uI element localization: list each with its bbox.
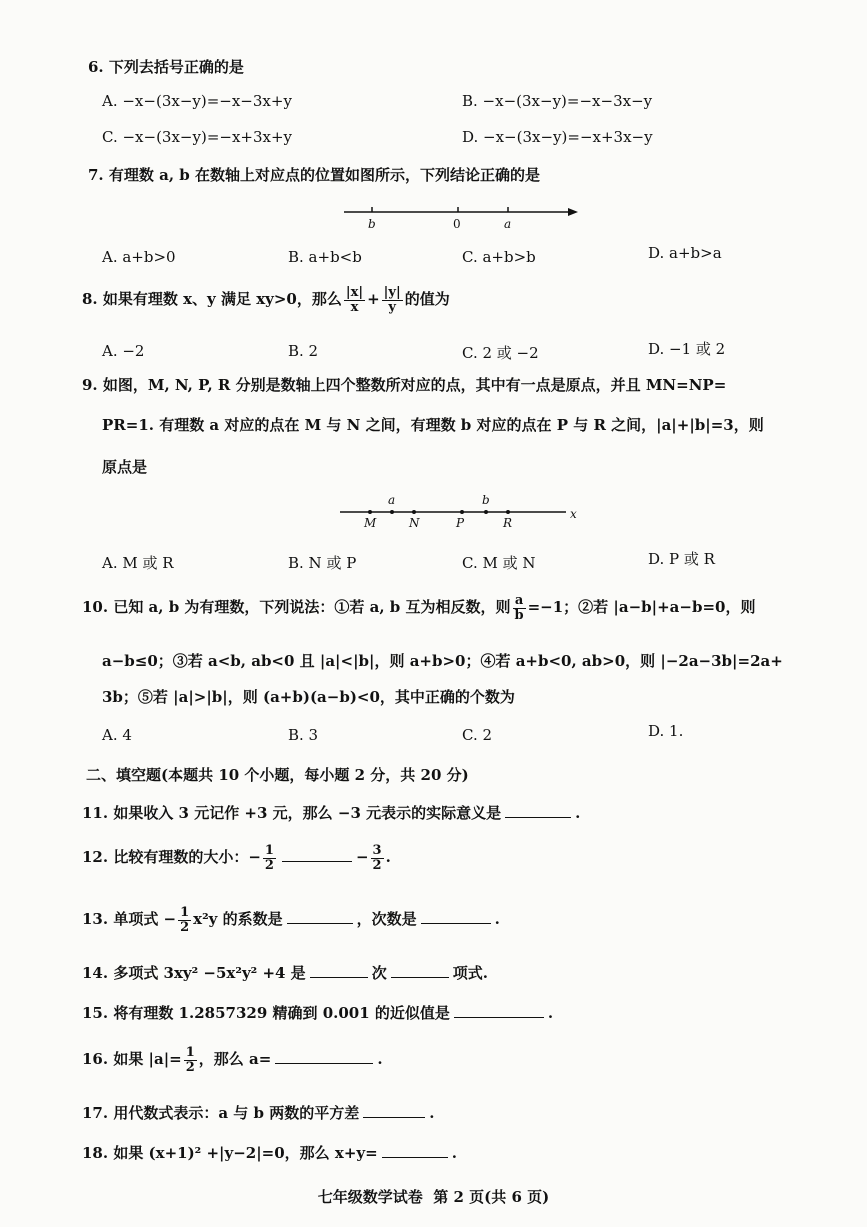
q8-option-b: B. 2 <box>288 342 319 360</box>
q9-line-2: PR=1. 有理数 a 对应的点在 M 与 N 之间，有理数 b 对应的点在 P 与 R 之间，|a|+|b|=3，则 <box>102 416 764 434</box>
q8-fraction-x-num: |x| <box>345 285 364 300</box>
q17-text: 17. 用代数式表示：a 与 b 两数的平方差 <box>82 1104 360 1122</box>
q16 <box>82 1046 383 1074</box>
q12-minus: − <box>355 848 369 867</box>
q6-option-a: A. −x−(3x−y)=−x−3x+y <box>102 92 292 110</box>
q8-option-d: D. −1 或 2 <box>648 340 726 358</box>
q8-option-a: A. −2 <box>102 342 145 360</box>
q12-answer-blank[interactable] <box>282 860 352 862</box>
q18 <box>82 1142 457 1163</box>
q13-text: 13. 单项式 − <box>82 910 177 929</box>
q9-label-r: R <box>503 516 513 530</box>
q6-stem: 6. 下列去括号正确的是 <box>88 58 244 76</box>
q15-text: 15. 将有理数 1.2857329 精确到 0.001 的近似值是 <box>82 1004 450 1022</box>
q14-mid: 次 <box>371 964 387 982</box>
q8-plus: + <box>367 290 380 309</box>
q13-monomial: x²y 的系数是 <box>193 910 283 929</box>
q12-fraction-2-num: 3 <box>372 843 382 858</box>
q8-stem-post: 的值为 <box>404 290 450 309</box>
q10-option-c: C. 2 <box>462 726 493 744</box>
q10-option-a: A. 4 <box>102 726 132 744</box>
q15-end: . <box>547 1004 554 1022</box>
page-footer: 七年级数学试卷 第 2 页(共 6 页) <box>317 1188 550 1206</box>
q12 <box>82 844 391 872</box>
q7-option-a: A. a+b>0 <box>102 248 176 266</box>
q7-label-b: b <box>368 217 376 231</box>
q16-text: 16. 如果 |a|= <box>82 1050 182 1069</box>
q12-fraction-1-num: 1 <box>264 843 274 858</box>
q7-number-line <box>336 198 586 236</box>
q8-fraction-y <box>382 286 403 314</box>
q13-fraction-num: 1 <box>180 905 190 920</box>
q7-option-c: C. a+b>b <box>462 248 536 266</box>
q16-end: . <box>377 1050 383 1069</box>
q16-answer-blank[interactable] <box>275 1062 373 1064</box>
q9-line-1: 9. 如图，M, N, P, R 分别是数轴上四个整数所对应的点，其中有一点是原点，并且 MN=NP= <box>82 376 727 394</box>
q10-fraction <box>513 594 526 622</box>
q10-line-1-pre: 10. 已知 a, b 为有理数，下列说法：①若 a, b 互为相反数，则 <box>82 598 511 617</box>
q14-terms-blank[interactable] <box>391 976 449 978</box>
q10-line-3: 3b；⑤若 |a|>|b|，则 (a+b)(a−b)<0，其中正确的个数为 <box>102 688 515 706</box>
q14 <box>82 962 488 983</box>
q10-fraction-num: a <box>513 594 526 609</box>
q13 <box>82 906 500 934</box>
q9-label-b: b <box>482 493 490 507</box>
q10-option-b: B. 3 <box>288 726 319 744</box>
q11-end: . <box>575 804 581 822</box>
q9-option-a: A. M 或 R <box>102 554 174 572</box>
q7-label-zero: 0 <box>453 217 461 231</box>
q9-option-c: C. M 或 N <box>462 554 536 572</box>
q10-option-d: D. 1. <box>648 722 684 740</box>
q13-fraction-den: 2 <box>180 919 190 935</box>
q13-fraction <box>178 906 191 934</box>
q12-fraction-1-den: 2 <box>264 857 274 873</box>
q8-fraction-x <box>344 286 365 314</box>
q9-label-p: P <box>456 516 465 530</box>
q16-mid: ，那么 a= <box>198 1050 272 1069</box>
section-2-heading: 二、填空题(本题共 10 个小题，每小题 2 分，共 20 分) <box>86 766 469 784</box>
q16-fraction-num: 1 <box>185 1045 195 1060</box>
q13-degree-blank[interactable] <box>421 922 491 924</box>
q14-degree-blank[interactable] <box>310 976 368 978</box>
q15-answer-blank[interactable] <box>454 1016 544 1018</box>
q12-fraction-2-den: 2 <box>372 857 382 873</box>
q13-mid: ，次数是 <box>356 910 417 929</box>
q8-stem <box>82 286 450 314</box>
q11-text: 11. 如果收入 3 元记作 +3 元，那么 −3 元表示的实际意义是 <box>82 804 502 822</box>
q8-stem-pre: 8. 如果有理数 x、y 满足 xy>0，那么 <box>82 290 342 309</box>
q18-end: . <box>451 1144 457 1162</box>
q7-stem: 7. 有理数 a, b 在数轴上对应点的位置如图所示，下列结论正确的是 <box>88 166 540 184</box>
q8-fraction-y-den: y <box>388 299 396 315</box>
q18-text: 18. 如果 (x+1)² +|y−2|=0，那么 x+y= <box>82 1144 378 1162</box>
q15 <box>82 1002 553 1023</box>
q14-text: 14. 多项式 3xy² −5x²y² +4 是 <box>82 964 306 982</box>
q9-label-n: N <box>409 516 420 530</box>
q6-option-b: B. −x−(3x−y)=−x−3x−y <box>462 92 653 110</box>
q9-option-d: D. P 或 R <box>648 550 715 568</box>
q14-end: 项式. <box>452 964 488 982</box>
q16-fraction-den: 2 <box>185 1059 195 1075</box>
q6-option-c: C. −x−(3x−y)=−x+3x+y <box>102 128 293 146</box>
q12-fraction-2 <box>371 844 384 872</box>
q17 <box>82 1102 434 1123</box>
q7-option-d: D. a+b>a <box>648 244 722 262</box>
q12-end: . <box>385 848 391 867</box>
q11 <box>82 802 580 823</box>
q6-option-d: D. −x−(3x−y)=−x+3x−y <box>462 128 653 146</box>
q12-fraction-1 <box>263 844 276 872</box>
q9-label-x: x <box>570 507 577 521</box>
q8-fraction-y-num: |y| <box>383 285 401 300</box>
q10-line-1 <box>82 594 755 622</box>
q18-answer-blank[interactable] <box>382 1156 448 1158</box>
q8-option-c: C. 2 或 −2 <box>462 344 539 362</box>
q13-end: . <box>494 910 500 929</box>
q7-label-a: a <box>504 217 512 231</box>
q9-label-a: a <box>388 493 396 507</box>
q8-fraction-x-den: x <box>350 299 359 315</box>
q9-number-line <box>334 488 594 534</box>
q9-line-3: 原点是 <box>102 458 148 476</box>
q10-fraction-den: b <box>514 607 524 623</box>
q13-coefficient-blank[interactable] <box>287 922 353 924</box>
q9-label-m: M <box>364 516 377 530</box>
q17-answer-blank[interactable] <box>363 1116 425 1118</box>
q9-option-b: B. N 或 P <box>288 554 357 572</box>
q17-end: . <box>429 1104 435 1122</box>
q10-line-1-post: =−1；②若 |a−b|+a−b=0，则 <box>527 598 756 617</box>
q7-option-b: B. a+b<b <box>288 248 362 266</box>
q12-text: 12. 比较有理数的大小：− <box>82 848 261 867</box>
q10-line-2: a−b≤0；③若 a<b, ab<0 且 |a|<|b|，则 a+b>0；④若 a+b<0, ab>0，则 |−2a−3b|=2a+ <box>102 652 783 670</box>
q11-answer-blank[interactable] <box>505 816 571 818</box>
q16-fraction <box>184 1046 197 1074</box>
